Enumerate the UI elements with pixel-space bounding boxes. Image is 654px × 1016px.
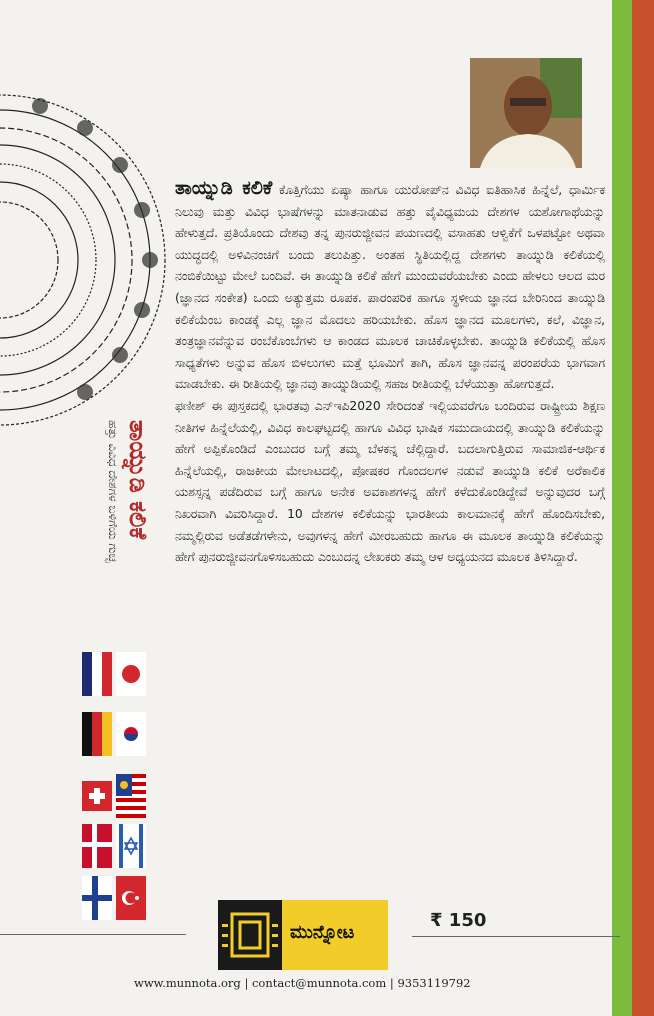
flag-denmark-icon [82, 824, 112, 868]
flag-israel-icon [116, 824, 146, 868]
spine-title-vertical [92, 420, 152, 620]
spine-orange-stripe [632, 0, 654, 1016]
book-title: ತಾಯ್ನುಡಿ ಕಲಿಕೆ [124, 420, 152, 540]
spine-green-stripe [612, 0, 632, 1016]
divider-right [412, 936, 620, 937]
phone-number: 9353119792 [397, 976, 471, 990]
flag-germany-icon [82, 712, 112, 756]
blurb-paragraph-2: ಫಣೀಶ್ ಈ ಪುಸ್ತಕದಲ್ಲಿ ಭಾರತವು ಎನ್‌ಇಪಿ2020 ಸೇರಿದಂತೆ ಇಲ್ಲಿಯವರೆಗೂ ಬಂದಿರುವ ರಾಷ್ಟ್ರೀಯ ಶಿಕ್ಷಣ ನೀತಿಗಳ ಹಿನ್ನೆಲೆಯಲ್ಲಿ, ವಿವಿಧ ಕಾಲಘಟ್ಟದಲ್ಲಿ ಹಾಗೂ ವಿವಿಧ ಭಾಷಿಕ ಸಮುದಾಯದಲ್ಲಿ ತಾಯ್ನುಡಿ ಕಲಿಕೆಯನ್ನು ಹೇಗೆ ಅಪ್ಪಿಕೊಂಡಿದೆ ಎಂಬುದರ ಬಗ್ಗೆ ತಮ್ಮ ಬೆಳಕನ್ನ ಚೆಲ್ಲಿದ್ದಾರೆ. ಬದಲಾಗುತ್ತಿರುವ ಸಾಮಾಜಿಕ-ಆರ್ಥಿಕ ಹಿನ್ನೆಲೆಯಲ್ಲಿ, ರಾಜಕೀಯ ಮೇಲಾಟದಲ್ಲಿ, ಪೋಷಕರ ಗೊಂದಲಗಳ ನಡುವೆ ತಾಯ್ನುಡಿ ಕಲಿಕೆ ಅರೆಕಾಲಿಕ ಯಶಸ್ಸನ್ನ ಪಡೆದಿರುವ ಬಗ್ಗೆ ಹಾಗೂ ಅನೇಕ ಅವಕಾಶಗಳನ್ನ ಹೇಗೆ ಕಳೆದುಕೊಂಡಿದ್ದೇವೆ ಅನ್ನುವುದರ ಬಗ್ಗೆ ನಿಖರವಾಗಿ ವಿವರಿಸಿದ್ದಾರೆ. 10 ದೇಶಗಳ ಕಲಿಕೆಯನ್ನು ಭಾರತೀಯ ಕಾಲಮಾನಕ್ಕೆ ಹೇಗೆ ಹೊಂದಿಸಬೇಕು, ನಮ್ಮಲ್ಲಿರುವ ಅಡೆತಡೆಗಳೇನು, ಅವುಗಳನ್ನ ಹೇಗೆ ಮೀರಬಹುದು ಹಾಗೂ ಈ ಮೂಲಕ ತಾಯ್ನುಡಿ ಕಲಿಕೆಯನ್ನು ಹೇಗೆ ಪುನರುಜ್ಜೀವನಗೊಳಿಸಬಹುದು ಎಂಬುದನ್ನ ಲೇಖಕರು ತಮ್ಮ ಆಳ ಅಧ್ಯಯನದ ಮೂಲಕ ತಿಳಿಸಿದ್ದಾರೆ. [175, 398, 605, 565]
footer-separator: | [244, 976, 252, 990]
author-photo [470, 58, 582, 168]
mandala-illustration [0, 30, 180, 430]
flag-switzerland-icon [82, 774, 112, 818]
blurb-paragraph-1-text: ಕೊತ್ತಿಗೆಯು ಏಷ್ಯಾ ಹಾಗೂ ಯುರೋಪ್‌ನ ವಿವಿಧ ಐತಿಹಾಸಿಕ ಹಿನ್ನೆಲೆ, ಧಾರ್ಮಿಕ ನಿಲುವು ಮತ್ತು ವಿವಿಧ ಭಾಷೆಗಳನ್ನು ಮಾತನಾಡುವ ಹತ್ತು ವೈವಿಧ್ಯಮಯ ದೇಶಗಳ ಯಶೋಗಾಥೆಯನ್ನು ಹೇಳುತ್ತದೆ. ಪ್ರತಿಯೊಂದು ದೇಶವು ತನ್ನ ಪುನರುಜ್ಜೀವನ ಪಯಣದಲ್ಲಿ ವಸಾಹತು ಆಳ್ವಿಕೆಗೆ ಒಳಪಟ್ಟೋ ಅಥವಾ ಯುದ್ಧದಲ್ಲಿ ಅಳಿವಿನಂಚಿಗೆ ಬಂದು ತಲುಪಿತ್ತು. ಅಂತಹ ಸ್ಥಿತಿಯಲ್ಲಿದ್ದ ದೇಶಗಳು ತಾಯ್ನುಡಿ ಕಲಿಕೆಯಲ್ಲಿ ನಂಬಿಕೆಯಿಟ್ಟು ಮೇಲೆ ಬಂದಿವೆ. ಈ ತಾಯ್ನುಡಿ ಕಲಿಕೆ ಹೇಗೆ ಮುಂದುವರೆಯಬೇಕು ಎಂದು ಹೇಳಲು ಆಲದ ಮರ (ಜ್ಞಾನದ ಸಂಕೇತ) ಒಂದು ಅತ್ಯುತ್ತಮ ರೂಪಕ. ಪಾರಂಪರಿಕ ಹಾಗೂ ಸ್ಥಳೀಯ ಜ್ಞಾನದ ಬೇರಿನಿಂದ ತಾಯ್ನುಡಿ ಕಲಿಕೆಯೆಂಬ ಕಾಂಡಕ್ಕೆ ಎಲ್ಲ ಜ್ಞಾನ ಮೊದಲು ಹರಿಯಬೇಕು. ಹೊಸ ಜ್ಞಾನದ ಮೂಲಗಳು, ಕಲೆ, ವಿಜ್ಞಾನ, ತಂತ್ರಜ್ಞಾನವೆನ್ನುವ ರಂಬೆಕೊಂಬೆಗಳು ಆ ಕಾಂಡದ ಮೂಲಕ ಚಾಚಿಕೊಳ್ಳಬೇಕು. ತಾಯ್ನುಡಿ ಕಲಿಕೆಯಲ್ಲಿ ಹೊಸ ಸಾಧ್ಯತೆಗಳು ಅನ್ನುವ ಹೊಸ ಬಿಳಲುಗಳು ಮತ್ತೆ ಭೂಮಿಗೆ ತಾಗಿ, ಹೊಸ ಜ್ಞಾನವನ್ನ ಪರಂಪರೆಯ ಭಾಗವಾಗ ಮಾಡಬೇಕು. ಈ ರೀತಿಯಲ್ಲಿ ಜ್ಞಾನವು ತಾಯ್ನುಡಿಯಲ್ಲಿ ಸಹಜ ರೀತಿಯಲ್ಲಿ ಬೆಳೆಯುತ್ತಾ ಹೋಗುತ್ತದೆ. [175, 183, 606, 392]
publisher-logo-mark [218, 900, 282, 970]
publisher-name: ಮುನ್ನೋಟ [290, 922, 355, 943]
footer-separator: | [389, 976, 398, 990]
blurb-paragraph-1 [175, 178, 605, 396]
flag-south-korea-icon [116, 712, 146, 756]
flag-turkey-icon [116, 876, 146, 920]
flag-malaysia-icon [116, 774, 146, 818]
price-label: ₹ 150 [430, 910, 487, 931]
flag-finland-icon [82, 876, 112, 920]
flag-france-icon [82, 652, 112, 696]
email-link[interactable]: contact@munnota.com [251, 976, 387, 990]
website-link[interactable]: www.munnota.org [134, 976, 241, 990]
flag-japan-icon [116, 652, 146, 696]
publisher-logo [218, 900, 388, 970]
book-subtitle: ಹತ್ತು ವಿವಿಧ ದೇಶಗಳ ಬಳಿಗೆಯ ಗುಚ್ಛ [106, 420, 120, 563]
blurb-lead-title: ತಾಯ್ನುಡಿ ಕಲಿಕೆ [175, 177, 273, 199]
contact-footer [134, 976, 471, 990]
back-cover-blurb [175, 178, 605, 569]
divider-left [0, 934, 186, 935]
